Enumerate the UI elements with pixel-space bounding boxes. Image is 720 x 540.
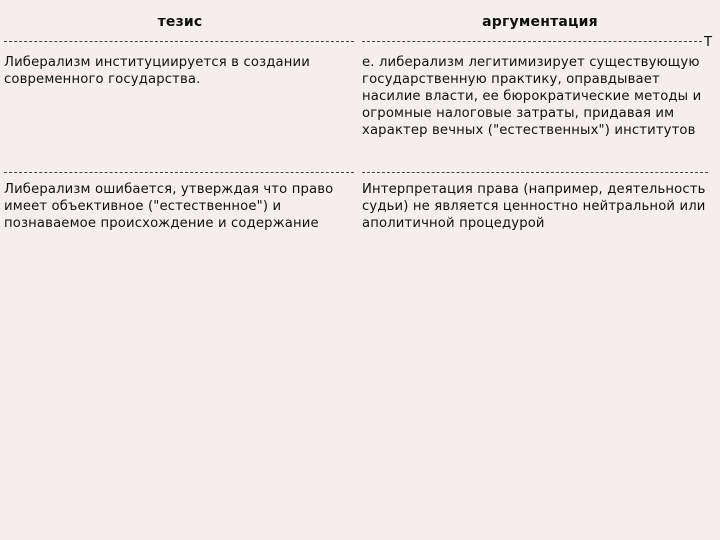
separator-argument-2 bbox=[362, 172, 708, 174]
separator-thesis-1 bbox=[4, 41, 354, 43]
row-2-argument: Интерпретация права (например, деятельность судьи) не является ценностно нейтральной или аполитичной процедурой bbox=[362, 182, 706, 231]
separator-argument-1 bbox=[362, 41, 702, 43]
header-argument: аргументация bbox=[482, 14, 598, 30]
row-2-thesis: Либерализм ошибается, утверждая что право имеет объективное ("естественное") и познаваемое происхождение и содержание bbox=[4, 182, 334, 231]
row-1-argument: е. либерализм легитимизирует существующую государственную практику, оправдывает насилие власти, ее бюрократические методы и огромные налоговые затраты, придавая им характер вечных ("естественных") институтов bbox=[362, 55, 702, 138]
separator-thesis-2 bbox=[4, 172, 354, 174]
row-1-thesis: Либерализм институциируется в создании современного государства. bbox=[4, 55, 310, 87]
header-thesis: тезис bbox=[157, 14, 203, 30]
argument-lead-letter: Т bbox=[704, 35, 713, 50]
